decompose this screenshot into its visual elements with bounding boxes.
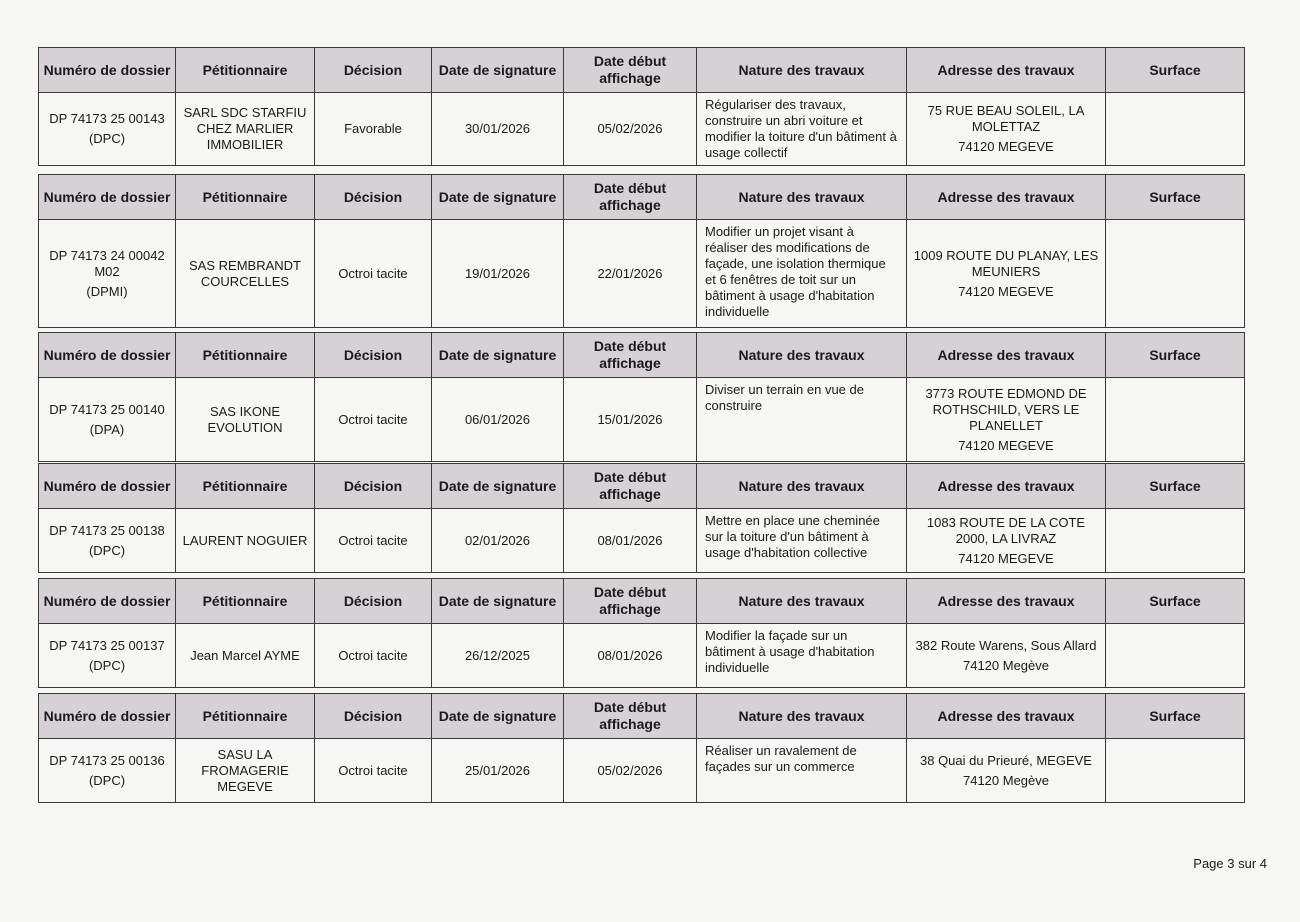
date-signature-cell: 26/12/2025 — [432, 624, 564, 688]
page-number: Page 3 sur 4 — [1193, 856, 1267, 871]
header-nature: Nature des travaux — [697, 333, 907, 378]
dossier-cell — [39, 739, 176, 803]
adresse-cell — [907, 220, 1106, 328]
surface-cell — [1106, 739, 1245, 803]
dossier-type: (DPC) — [88, 772, 126, 788]
header-surface: Surface — [1106, 48, 1245, 93]
header-adresse: Adresse des travaux — [907, 333, 1106, 378]
header-adresse: Adresse des travaux — [907, 464, 1106, 509]
petitionnaire-cell: SAS IKONE EVOLUTION — [176, 378, 315, 462]
decision-cell: Octroi tacite — [315, 624, 432, 688]
header-adresse: Adresse des travaux — [907, 48, 1106, 93]
header-adresse: Adresse des travaux — [907, 694, 1106, 739]
table-row — [39, 624, 1245, 688]
dossier-cell — [39, 509, 176, 573]
header-date-signature: Date de signature — [432, 175, 564, 220]
table-header-row — [39, 464, 1245, 509]
permit-table — [38, 578, 1245, 688]
date-affichage-cell: 15/01/2026 — [564, 378, 697, 462]
nature-cell: Diviser un terrain en vue de construire — [697, 378, 907, 462]
address-street: 382 Route Warens, Sous Allard — [915, 637, 1097, 653]
header-decision: Décision — [315, 579, 432, 624]
dossier-type: (DPA) — [89, 421, 125, 437]
header-surface: Surface — [1106, 175, 1245, 220]
table-row — [39, 509, 1245, 573]
header-surface: Surface — [1106, 333, 1245, 378]
date-affichage-cell: 05/02/2026 — [564, 739, 697, 803]
table-header-row — [39, 694, 1245, 739]
address-street: 38 Quai du Prieuré, MEGEVE — [920, 752, 1092, 768]
petitionnaire-cell: LAURENT NOGUIER — [176, 509, 315, 573]
adresse-cell — [907, 509, 1106, 573]
nature-cell: Régulariser des travaux, construire un abri voiture et modifier la toiture d'un bâtiment à usage collectif — [697, 93, 907, 166]
header-numero: Numéro de dossier — [39, 579, 176, 624]
header-surface: Surface — [1106, 464, 1245, 509]
header-decision: Décision — [315, 48, 432, 93]
dossier-type: (DPC) — [88, 657, 126, 673]
table-header-row — [39, 48, 1245, 93]
decision-cell: Octroi tacite — [315, 378, 432, 462]
dossier-cell — [39, 93, 176, 166]
header-petitionnaire: Pétitionnaire — [176, 48, 315, 93]
address-street: 1083 ROUTE DE LA COTE 2000, LA LIVRAZ — [926, 514, 1086, 546]
surface-cell — [1106, 624, 1245, 688]
decision-cell: Octroi tacite — [315, 220, 432, 328]
header-date-affichage: Date début affichage — [564, 333, 697, 378]
header-nature: Nature des travaux — [697, 579, 907, 624]
dossier-type: (DPC) — [88, 542, 126, 558]
header-surface: Surface — [1106, 694, 1245, 739]
header-decision: Décision — [315, 175, 432, 220]
permit-table — [38, 332, 1245, 462]
header-nature: Nature des travaux — [697, 464, 907, 509]
decision-cell: Favorable — [315, 93, 432, 166]
dossier-number: DP 74173 25 00140 — [49, 401, 165, 417]
nature-cell: Réaliser un ravalement de façades sur un commerce — [697, 739, 907, 803]
header-date-affichage: Date début affichage — [564, 48, 697, 93]
permit-table — [38, 693, 1245, 803]
header-date-affichage: Date début affichage — [564, 464, 697, 509]
surface-cell — [1106, 378, 1245, 462]
dossier-cell — [39, 220, 176, 328]
header-numero: Numéro de dossier — [39, 48, 176, 93]
header-petitionnaire: Pétitionnaire — [176, 579, 315, 624]
address-street: 75 RUE BEAU SOLEIL, LA MOLETTAZ — [927, 103, 1085, 134]
address-city: 74120 MEGEVE — [958, 139, 1054, 154]
petitionnaire-cell: SAS REMBRANDT COURCELLES — [176, 220, 315, 328]
address-street: 3773 ROUTE EDMOND DE ROTHSCHILD, VERS LE PLANELLET — [925, 385, 1087, 433]
decision-cell: Octroi tacite — [315, 739, 432, 803]
table-header-row — [39, 175, 1245, 220]
dossier-type: (DPMI) — [86, 283, 128, 299]
header-petitionnaire: Pétitionnaire — [176, 175, 315, 220]
date-signature-cell: 06/01/2026 — [432, 378, 564, 462]
header-numero: Numéro de dossier — [39, 175, 176, 220]
address-street: 1009 ROUTE DU PLANAY, LES MEUNIERS — [913, 247, 1099, 279]
header-nature: Nature des travaux — [697, 175, 907, 220]
date-affichage-cell: 08/01/2026 — [564, 509, 697, 573]
table-row — [39, 378, 1245, 462]
nature-cell: Modifier un projet visant à réaliser des modifications de façade, une isolation thermique et 6 fenêtres de toit sur un bâtiment à usage d'habitation individuelle — [697, 220, 907, 328]
petitionnaire-cell: SARL SDC STARFIU CHEZ MARLIER IMMOBILIER — [176, 93, 315, 166]
header-nature: Nature des travaux — [697, 694, 907, 739]
petitionnaire-cell: SASU LA FROMAGERIE MEGEVE — [176, 739, 315, 803]
header-date-signature: Date de signature — [432, 694, 564, 739]
header-decision: Décision — [315, 333, 432, 378]
adresse-cell — [907, 378, 1106, 462]
table-row — [39, 220, 1245, 328]
header-petitionnaire: Pétitionnaire — [176, 694, 315, 739]
address-city: 74120 Megève — [962, 657, 1049, 673]
table-header-row — [39, 579, 1245, 624]
header-date-signature: Date de signature — [432, 464, 564, 509]
address-city: 74120 MEGEVE — [958, 283, 1054, 299]
header-date-affichage: Date début affichage — [564, 694, 697, 739]
petitionnaire-cell: Jean Marcel AYME — [176, 624, 315, 688]
table-header-row — [39, 333, 1245, 378]
header-surface: Surface — [1106, 579, 1245, 624]
date-affichage-cell: 08/01/2026 — [564, 624, 697, 688]
surface-cell — [1106, 93, 1245, 166]
dossier-number: DP 74173 25 00143 — [49, 111, 165, 126]
header-numero: Numéro de dossier — [39, 694, 176, 739]
date-signature-cell: 02/01/2026 — [432, 509, 564, 573]
header-date-affichage: Date début affichage — [564, 175, 697, 220]
permit-table — [38, 174, 1245, 328]
table-row — [39, 93, 1245, 166]
header-petitionnaire: Pétitionnaire — [176, 464, 315, 509]
permit-table — [38, 47, 1245, 166]
address-city: 74120 MEGEVE — [958, 550, 1054, 566]
address-city: 74120 MEGEVE — [958, 437, 1054, 453]
date-affichage-cell: 22/01/2026 — [564, 220, 697, 328]
date-signature-cell: 30/01/2026 — [432, 93, 564, 166]
dossier-type: (DPC) — [88, 131, 126, 146]
header-date-signature: Date de signature — [432, 48, 564, 93]
dossier-number: DP 74173 24 00042 M02 — [49, 247, 165, 279]
dossier-cell — [39, 624, 176, 688]
header-date-signature: Date de signature — [432, 333, 564, 378]
date-affichage-cell: 05/02/2026 — [564, 93, 697, 166]
header-petitionnaire: Pétitionnaire — [176, 333, 315, 378]
dossier-number: DP 74173 25 00138 — [49, 522, 165, 538]
header-nature: Nature des travaux — [697, 48, 907, 93]
header-numero: Numéro de dossier — [39, 464, 176, 509]
header-numero: Numéro de dossier — [39, 333, 176, 378]
header-adresse: Adresse des travaux — [907, 175, 1106, 220]
date-signature-cell: 19/01/2026 — [432, 220, 564, 328]
adresse-cell — [907, 93, 1106, 166]
header-decision: Décision — [315, 464, 432, 509]
nature-cell: Modifier la façade sur un bâtiment à usage d'habitation individuelle — [697, 624, 907, 688]
header-decision: Décision — [315, 694, 432, 739]
decision-cell: Octroi tacite — [315, 509, 432, 573]
header-adresse: Adresse des travaux — [907, 579, 1106, 624]
adresse-cell — [907, 624, 1106, 688]
header-date-affichage: Date début affichage — [564, 579, 697, 624]
header-date-signature: Date de signature — [432, 579, 564, 624]
adresse-cell — [907, 739, 1106, 803]
dossier-cell — [39, 378, 176, 462]
address-city: 74120 Megève — [962, 772, 1049, 788]
table-row — [39, 739, 1245, 803]
permit-table — [38, 463, 1245, 573]
nature-cell: Mettre en place une cheminée sur la toiture d'un bâtiment à usage d'habitation collective — [697, 509, 907, 573]
dossier-number: DP 74173 25 00137 — [49, 637, 165, 653]
dossier-number: DP 74173 25 00136 — [49, 752, 165, 768]
date-signature-cell: 25/01/2026 — [432, 739, 564, 803]
surface-cell — [1106, 509, 1245, 573]
surface-cell — [1106, 220, 1245, 328]
